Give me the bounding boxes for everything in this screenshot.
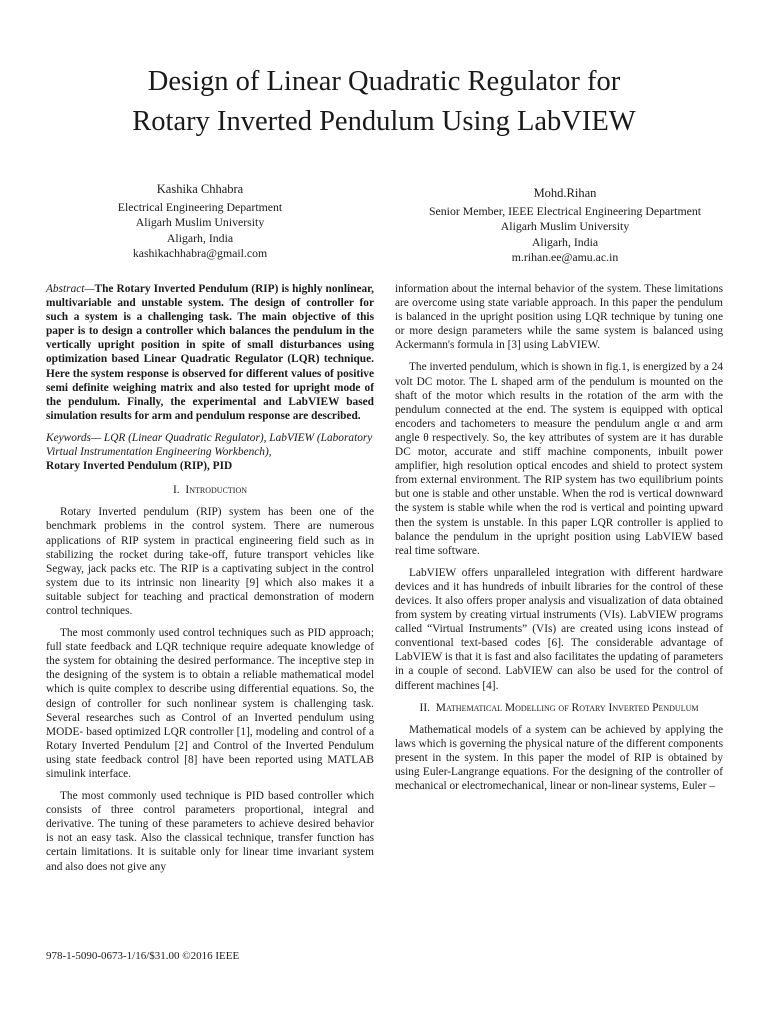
paragraph: Mathematical models of a system can be achieved by applying the laws which is governing the physical nature of the different components present in the system. In this paper the model of RIP is obtained by using Euler-Langrange equations. For the designing of the controller of mechanical or electromechanical, linear or non-linear systems, Euler – <box>395 723 723 793</box>
section-heading-mathematical-modelling <box>395 701 723 715</box>
section-heading-introduction <box>46 483 374 497</box>
keywords <box>46 431 374 473</box>
paragraph: The inverted pendulum, which is shown in fig.1, is energized by a 24 volt DC motor. The L shaped arm of the pendulum is mounted on the shaft of the motor which results in the rotation of the arm with the pendulum connected at the end. The system is equipped with optical encoders and tachometers to measure the pendulum angle α and arm angle θ respectively. So, the key attributes of system are it has durable DC motor, accurate and stiff machine components, inbuilt power amplifier, high resolution optical encodes and shield to protect system from external environment. The RIP system has two equilibrium points but one is stable and other unstable. When the rod is vertical downward the system is stable while when the rod is vertical and pointing upward then the system is unstable. In this paper LQR controller is applied to balance the pendulum in the upright position using LabVIEW based real time software. <box>395 361 723 557</box>
section-title: Introduction <box>185 484 248 497</box>
author-location: Aligarh, India <box>531 234 599 249</box>
author-name: Kashika Chhabra <box>156 182 244 196</box>
author-name: Mohd.Rihan <box>533 186 597 200</box>
abstract <box>46 282 374 423</box>
title-line-1: Design of Linear Quadratic Regulator for <box>147 66 621 97</box>
author-block-2 <box>395 186 735 266</box>
author-affiliation: Electrical Engineering Department <box>117 199 283 214</box>
left-column <box>46 282 374 882</box>
paragraph: Rotary Inverted pendulum (RIP) system has been one of the benchmark problems in the control system. There are numerous applications of RIP system in practical engineering field such as in stabilizing the rocket during take-off, future transport vehicles like Segway, jack packs etc. The RIP is a captivating subject in the control system due to its intrinsic non linearity [9] which also makes it a suitable subject for teaching and practical demonstration of modern control techniques. <box>46 506 374 617</box>
author-university: Aligarh Muslim University <box>135 215 265 229</box>
author-affiliation: Senior Member, IEEE Electrical Engineering Department <box>428 203 702 218</box>
keywords-italic: LQR (Linear Quadratic Regulator), LabVIEW (Laboratory Virtual Instrumentation Engineering Workbench), <box>46 431 373 459</box>
paragraph: LabVIEW offers unparalleled integration with different hardware devices and it has hundreds of inbuilt libraries for the control of these devices. It also offers proper analysis and visualization of data obtained from system by creating virtual instruments (VIs). LabVIEW programs called “Virtual Instruments” (VIs) are created using icons instead of conventional text-based codes [6]. The considerable advantage of LabVIEW is that it is fast and also facilitates the updating of parameters in a couple of second. LabVIEW can also be used for the control of different machines [4]. <box>395 566 723 692</box>
abstract-text: The Rotary Inverted Pendulum (RIP) is highly nonlinear, multivariable and unstable system. The design of controller for such a system is a challenging task. The main objective of this paper is to design a controller which balances the pendulum in the vertically upright position in spite of small disturbances using optimization based Linear Quadratic Regulator (LQR) technique. Here the system response is observed for different values of positive semi definite weighing matrix and also tested for upright mode of the pendulum. Finally, the experimental and LabVIEW based simulation results for arm and pendulum response are described. <box>46 283 374 422</box>
author-email: kashikachhabra@gmail.com <box>132 246 268 260</box>
keywords-bold: Rotary Inverted Pendulum (RIP), PID <box>46 460 233 473</box>
right-column <box>395 282 723 801</box>
paragraph: The most commonly used control techniques such as PID approach; full state feedback and LQR technique require adequate knowledge of the system for obtaining the desired performance. The inceptive step in the designing of the system is to obtain a reliable mathematical model which is quite complex to describe using differential equations. So, the design of controller for such nonlinear system is challenging task. Several researches such as Control of an Inverted pendulum using MODE- based optimized LQR controller [1], modeling and control of a Rotary Inverted Pendulum [2] and Control of the Inverted Pendulum using state feedback control [8] have been reported using MATLAB simulink interface. <box>46 627 374 780</box>
section-title: Mathematical Modelling of Rotary Inverted Pendulum <box>435 701 699 714</box>
section-number: II. <box>419 701 431 714</box>
paper-title <box>40 62 728 142</box>
author-block-1 <box>60 182 340 262</box>
title-line-2: Rotary Inverted Pendulum Using LabVIEW <box>132 106 636 137</box>
author-location: Aligarh, India <box>166 230 234 245</box>
copyright-footer: 978-1-5090-0673-1/16/$31.00 ©2016 IEEE <box>46 950 240 962</box>
paragraph: information about the internal behavior of the system. These limitations are overcome using state variable approach. In this paper the pendulum is balanced in the upright position using LQR technique by tuning one or more design parameters while the same system is balanced using Ackermann's formula in [3] using LabVIEW. <box>395 283 723 352</box>
author-university: Aligarh Muslim University <box>500 219 630 233</box>
author-email: m.rihan.ee@amu.ac.in <box>511 250 619 264</box>
keywords-lead: Keywords— <box>46 431 102 444</box>
abstract-lead: Abstract— <box>46 283 95 295</box>
paragraph: The most commonly used technique is PID based controller which consists of three control parameters proportional, integral and derivative. The tuning of these parameters to achieve desired behavior is not an easy task. Also the classical technique, transfer function has certain limitations. It is suitable only for linear time invariant system and also does not give any <box>46 790 374 873</box>
section-number: I. <box>172 484 180 497</box>
